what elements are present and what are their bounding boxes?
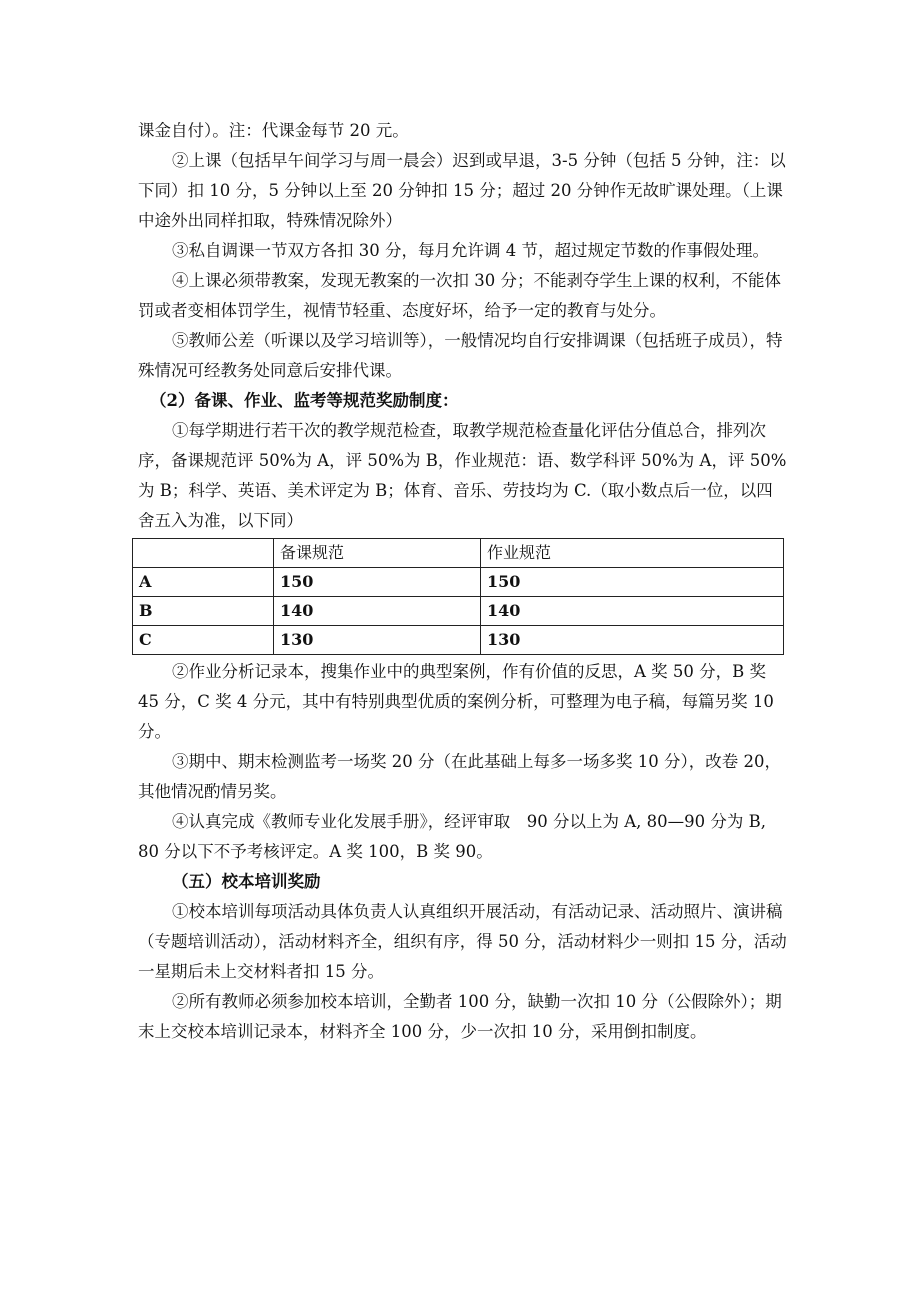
table-cell-homework: 140 — [481, 597, 784, 626]
paragraph-handbook: ④认真完成《教师专业化发展手册》，经评审取 90 分以上为 A, 80—90 分为 B, 80 分以下不予考核评定。A 奖 100，B 奖 90。 — [138, 812, 772, 861]
table-header-cell: 备课规范 — [274, 539, 481, 568]
table-cell-homework: 130 — [481, 626, 784, 655]
document-body — [138, 116, 788, 1047]
table-row — [133, 568, 784, 597]
table-row — [133, 597, 784, 626]
paragraph-rule-3: ③私自调课一节双方各扣 30 分，每月允许调 4 节，超过规定节数的作事假处理。 — [172, 241, 769, 260]
paragraph-inspection-1: ①每学期进行若干次的教学规范检查，取教学规范检查量化评估分值总合，排列次序，备课规范评 50%为 A，评 50%为 B，作业规范：语、数学科评 50%为 A，评 50%为 B；科学、英语、美术评定为 B；体育、音乐、劳技均为 C.（取小数点后一位，以四舍五入为准，以下同） — [138, 421, 787, 530]
table-cell-grade: A — [133, 568, 274, 597]
table-row — [133, 626, 784, 655]
section-heading-5: （五）校本培训奖励 — [172, 872, 321, 891]
table-cell-grade: B — [133, 597, 274, 626]
table-cell-lesson-prep: 150 — [274, 568, 481, 597]
paragraph-homework-record: ②作业分析记录本，搜集作业中的典型案例，作有价值的反思，A 奖 50 分，B 奖 45 分，C 奖 4 分元，其中有特别典型优质的案例分析，可整理为电子稿，每篇另奖 10 分。 — [138, 662, 780, 741]
table-header-row — [133, 539, 784, 568]
paragraph-continued: 课金自付）。注：代课金每节 20 元。 — [138, 121, 409, 140]
table-cell-lesson-prep: 130 — [274, 626, 481, 655]
paragraph-rule-4: ④上课必须带教案，发现无教案的一次扣 30 分；不能剥夺学生上课的权利，不能体罚或者变相体罚学生，视情节轻重、态度好坏，给予一定的教育与处分。 — [138, 271, 781, 320]
table-header-cell: 作业规范 — [481, 539, 784, 568]
paragraph-exam-invigilation: ③期中、期末检测监考一场奖 20 分（在此基础上每多一场多奖 10 分），改卷 20，其他情况酌情另奖。 — [138, 752, 781, 801]
table-cell-lesson-prep: 140 — [274, 597, 481, 626]
paragraph-training-1: ①校本培训每项活动具体负责人认真组织开展活动，有活动记录、活动照片、演讲稿（专题培训活动），活动材料齐全，组织有序，得 50 分，活动材料少一则扣 15 分，活动一星期后未上交材料者扣 15 分。 — [138, 902, 787, 981]
paragraph-training-2: ②所有教师必须参加校本培训，全勤者 100 分，缺勤一次扣 10 分（公假除外）；期末上交校本培训记录本，材料齐全 100 分，少一次扣 10 分，采用倒扣制度。 — [138, 992, 782, 1041]
paragraph-rule-5: ⑤教师公差（听课以及学习培训等），一般情况均自行安排调课（包括班子成员），特殊情况可经教务处同意后安排代课。 — [138, 331, 783, 380]
paragraph-rule-2: ②上课（包括早午间学习与周一晨会）迟到或早退，3-5 分钟（包括 5 分钟，注：以下同）扣 10 分，5 分钟以上至 20 分钟扣 15 分；超过 20 分钟作无故旷课处理。（上课中途外出同样扣取，特殊情况除外） — [138, 151, 786, 230]
table-cell-grade: C — [133, 626, 274, 655]
score-table — [132, 538, 784, 655]
table-header-cell — [133, 539, 274, 568]
table-cell-homework: 150 — [481, 568, 784, 597]
section-heading-2: （2）备课、作业、监考等规范奖励制度： — [150, 391, 459, 410]
